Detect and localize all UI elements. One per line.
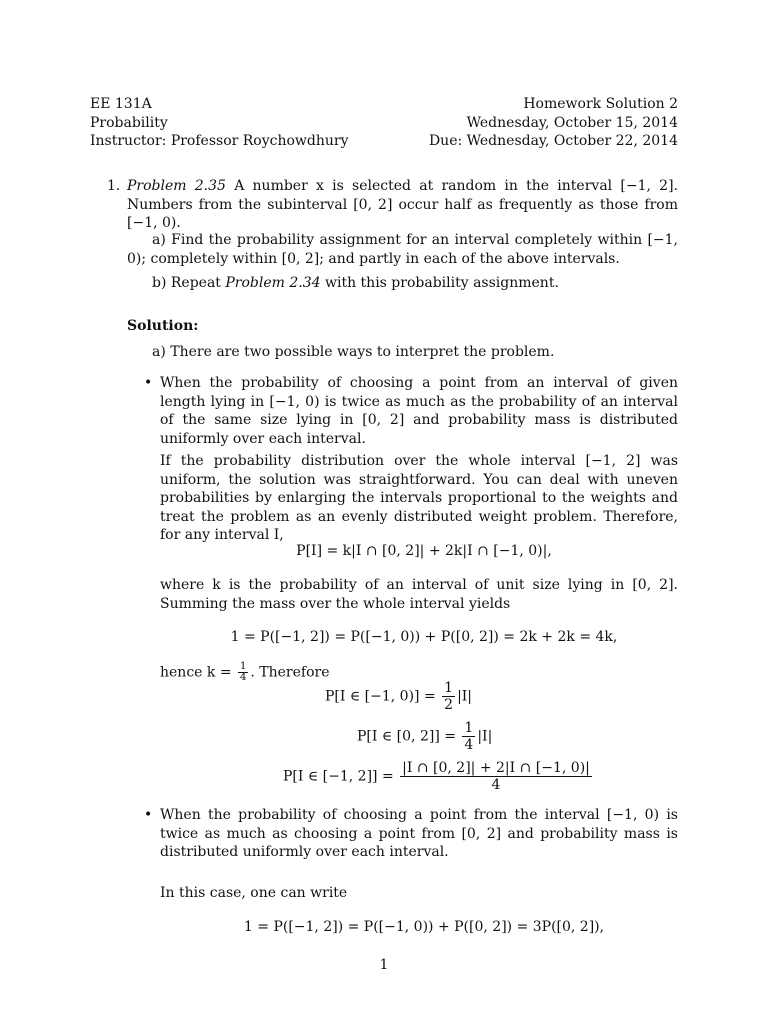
- header-left: [90, 95, 349, 151]
- eq4-den: 4: [464, 737, 474, 753]
- eq4-fraction: [462, 720, 475, 753]
- bullet-2-marker: •: [144, 807, 153, 823]
- eq3-num: 1: [444, 680, 454, 696]
- part-b-prefix: b) Repeat: [152, 275, 226, 291]
- paragraph-case: In this case, one can write: [160, 885, 348, 901]
- eq3-den: 2: [444, 697, 454, 713]
- solution-heading: Solution:: [127, 318, 199, 334]
- eq5-num: |I ∩ [0, 2]| + 2|I ∩ [−1, 0)|: [402, 760, 590, 776]
- fraction-num: 1: [240, 661, 247, 672]
- paragraph-uniform: If the probability distribution over the whole interval [−1, 2] was uniform, the solution was straightforward. You can deal with uneven probabilities by enlarging the intervals proportional to the weights and treat the problem as an evenly distributed weight problem. Therefore, for any interval I,: [160, 453, 678, 543]
- due-date: Due: Wednesday, October 22, 2014: [428, 133, 678, 149]
- bullet-1-marker: •: [144, 375, 153, 391]
- hence-line: [160, 662, 330, 683]
- page-number: 1: [379, 957, 389, 973]
- problem-statement: [127, 177, 678, 233]
- eq5-lhs: P[I ∈ [−1, 2]] =: [283, 768, 399, 785]
- problem-part-a: a) Find the probability assignment for an interval completely within [−1, 0); completely within [0, 2]; and partly in each of the above intervals.: [127, 232, 678, 267]
- solution-intro: a) There are two possible ways to interpret the problem.: [152, 344, 555, 360]
- eq5-fraction: [400, 760, 592, 793]
- equation-1: P[I] = k|I ∩ [0, 2]| + 2k|I ∩ [−1, 0)|,: [296, 543, 552, 559]
- bullet-2-text: When the probability of choosing a point from the interval [−1, 0) is twice as much as choosing a point from [0, 2] and probability mass is distributed uniformly over each interval.: [160, 807, 678, 860]
- eq4-lhs: P[I ∈ [0, 2]] =: [357, 728, 461, 745]
- eq4-num: 1: [464, 720, 474, 736]
- course-code: EE 131A: [90, 96, 152, 112]
- fraction-quarter: [238, 662, 248, 683]
- equation-3: [325, 680, 472, 713]
- eq3-fraction: [442, 680, 455, 713]
- instructor: Instructor: Professor Roychowdhury: [90, 133, 349, 149]
- equation-6: 1 = P([−1, 2]) = P([−1, 0)) + P([0, 2]) = 3P([0, 2]),: [243, 919, 605, 935]
- problem-text: A number x is selected at random in the interval [−1, 2]. Numbers from the subinterval [0, 2] occur half as frequently as those from [−1, 0).: [127, 178, 678, 231]
- equation-5: [283, 760, 594, 793]
- problem-number: 1.: [107, 178, 121, 194]
- problem-ref: Problem 2.35: [127, 178, 226, 194]
- eq5-den: 4: [491, 777, 501, 793]
- part-b-ref: Problem 2.34: [225, 275, 321, 291]
- eq3-lhs: P[I ∈ [−1, 0)] =: [325, 688, 441, 705]
- paragraph-sum: where k is the probability of an interval of unit size lying in [0, 2]. Summing the mass over the whole interval yields: [160, 577, 678, 612]
- issue-date: Wednesday, October 15, 2014: [466, 114, 678, 131]
- document-title: Homework Solution 2: [523, 96, 678, 112]
- part-b-suffix: with this probability assignment.: [320, 275, 559, 291]
- hence-suffix: . Therefore: [250, 664, 330, 681]
- header-right: [429, 95, 678, 151]
- bullet-1-text: When the probability of choosing a point from an interval of given length lying in [−1, 0) is twice as much as the probability of an interval of the same size lying in [0, 2] and probability mass is distributed uniformly over each interval.: [160, 375, 678, 447]
- course-title: Probability: [90, 114, 168, 131]
- eq4-rhs: |I|: [477, 728, 493, 745]
- fraction-den: 4: [240, 672, 247, 683]
- equation-4: [357, 720, 492, 753]
- hence-prefix: hence k =: [160, 664, 237, 681]
- problem-part-b: [152, 274, 678, 293]
- eq3-rhs: |I|: [457, 688, 473, 705]
- equation-2: 1 = P([−1, 2]) = P([−1, 0)) + P([0, 2]) = 2k + 2k = 4k,: [230, 629, 618, 645]
